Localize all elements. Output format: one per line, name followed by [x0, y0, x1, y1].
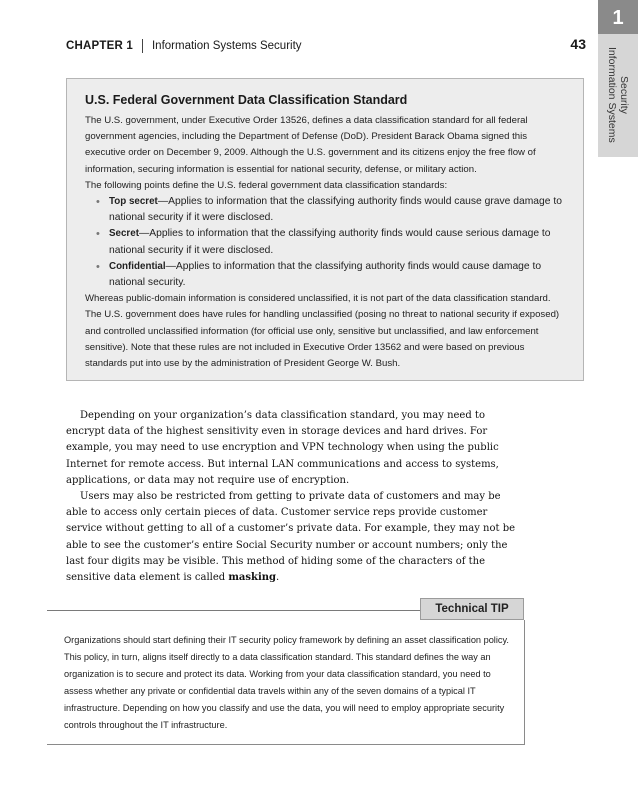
chapter-number-badge: 1	[598, 0, 638, 34]
body-paragraph-text: Users may also be restricted from getting to private data of customers and may be able to access only certain pieces of data. Customer service reps provide customer service without getting to all of a customer’s private data. For example, they may not be able to see the customer’s entire Social Security number or account numbers; only the last four digits may be visible. This method of hiding some of the characters of the sensitive data element is called	[66, 491, 516, 584]
page-number: 43	[570, 36, 586, 52]
body-paragraph-end: .	[276, 572, 280, 584]
sidebar-paragraph: Whereas public-domain information is considered unclassified, it is not part of the data classification standard.	[85, 293, 551, 305]
body-paragraph	[66, 489, 523, 586]
list-item-term: Confidential	[109, 260, 166, 272]
section-name	[603, 40, 633, 150]
list-item-text: —Applies to information that the classifying authority finds would cause serious damage to national security if it were disclosed.	[109, 228, 551, 256]
chapter-label: CHAPTER 1	[66, 40, 133, 52]
sidebar-paragraph: The U.S. government does have rules for handling unclassified (posing no threat to national security if exposed) and controlled unclassified information (for official use only, sensitive but unclassified, and law enforcement sensitive). Note that these rules are not included in Executive Order 13562 and were based on previous standards put into use by the administration of President George W. Bush.	[85, 309, 560, 370]
sidebar-title: U.S. Federal Government Data Classification Standard	[85, 93, 408, 107]
tip-label: Technical TIP	[420, 598, 524, 620]
list-item-text: —Applies to information that the classifying authority finds would cause damage to national security.	[109, 260, 542, 289]
tip-top-rule	[47, 610, 420, 611]
list-item	[96, 194, 566, 226]
body-paragraph: Depending on your organization’s data classification standard, you may need to encrypt data of the highest sensitivity even in storage devices and hard drives. For example, you may need to use encryption and VPN technology when using the public Internet for remote access. But internal LAN communications and access to systems, applications, or data may not require use of encryption.	[66, 410, 499, 486]
list-item-term: Secret	[109, 228, 139, 240]
sidebar-box	[66, 78, 584, 381]
sidebar-paragraph: The U.S. government, under Executive Order 13526, defines a data classification standard for all federal government agencies, including the Department of Defense (DoD). President Barack Obama signed this executive order on December 9, 2009. Although the U.S. government and its citizens enjoy the free flow of information, securing information is essential for national security, defense, or military action.	[85, 115, 536, 175]
header-divider	[142, 39, 143, 53]
list-item	[96, 259, 566, 291]
chapter-title: Information Systems Security	[151, 40, 302, 52]
classification-list	[96, 194, 566, 291]
key-term: masking	[228, 572, 277, 584]
sidebar-paragraph: The following points define the U.S. federal government data classification standards:	[85, 179, 448, 191]
body-text	[66, 408, 523, 586]
section-name-line-2: Security	[618, 76, 630, 114]
list-item	[96, 226, 566, 258]
section-thumb-tab	[598, 0, 638, 157]
section-name-line-1: Information Systems	[606, 47, 618, 143]
list-item-term: Top secret	[109, 196, 158, 208]
tip-text: Organizations should start defining their IT security policy framework by defining an asset classification policy. This policy, in turn, aligns itself directly to a data classification standard. This standard defines the way an organization is to secure and protect its data. Working from your data classification standard, you need to assess whether any private or confidential data travels within any of the seven domains of a typical IT infrastructure. Depending on how you classify and use the data, you will need to employ appropriate security controls throughout the IT infrastructure.	[64, 635, 509, 730]
running-header	[66, 38, 586, 54]
list-item-text: —Applies to information that the classifying authority finds would cause grave damage to national security if it were disclosed.	[109, 196, 562, 224]
